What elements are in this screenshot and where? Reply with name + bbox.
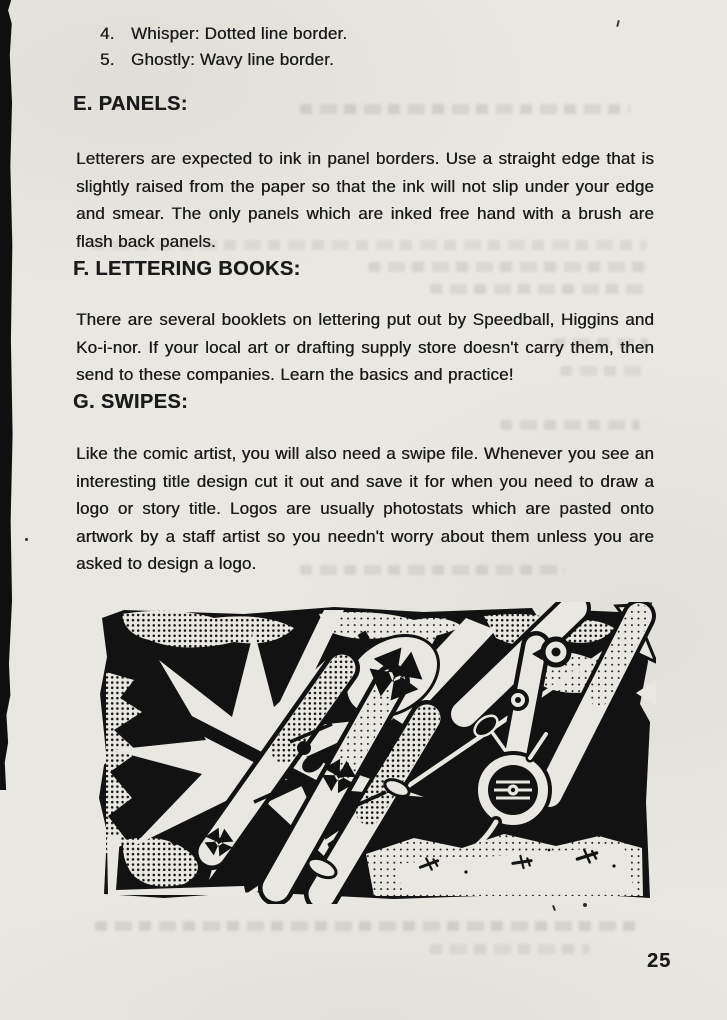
list-item-text: Ghostly: Wavy line border. <box>130 50 334 69</box>
scan-binding-edge <box>0 0 14 790</box>
bleed-through-ghost <box>430 944 590 954</box>
distant-planes <box>366 834 643 896</box>
border-style-list <box>100 21 347 73</box>
engine-cowl <box>476 753 550 827</box>
scan-speck <box>25 538 28 541</box>
bleed-through-ghost <box>95 921 643 931</box>
scan-speck <box>616 20 620 27</box>
pilot <box>297 741 311 755</box>
dogfight-illustration <box>94 602 656 904</box>
section-body-lettering-books: There are several booklets on lettering put out by Speedball, Higgins and Ko-i-nor. If your local art or drafting supply store doesn't carry them, then send to these companies. Learn the basics and practice! <box>76 310 654 384</box>
section-heading-lettering-books: F. LETTERING BOOKS: <box>73 258 301 280</box>
section-heading-swipes: G. SWIPES: <box>73 391 189 413</box>
page-number: 25 <box>647 950 672 972</box>
dogfight-illustration-svg <box>94 602 656 904</box>
section-body-panels: Letterers are expected to ink in panel borders. Use a straight edge that is slightly raised from the paper so that the ink will not slip under your edge and smear. The only panels which are inked free hand with a brush are flash back panels. <box>76 149 654 251</box>
roundel <box>543 639 569 665</box>
list-item <box>100 21 347 47</box>
bleed-through-ghost <box>368 262 648 272</box>
bleed-through-ghost <box>300 104 630 114</box>
section-heading-panels: E. PANELS: <box>73 93 188 115</box>
section-body-swipes: Like the comic artist, you will also need a swipe file. Whenever you see an interesting title design cut it out and save it for when you need to draw a logo or story title. Logos are usually photostats which are pasted onto artwork by a staff artist so you needn't worry about them unless you are asked to design a logo. <box>76 444 654 573</box>
list-item-number: 4. <box>100 24 115 43</box>
scan-speck <box>552 905 556 911</box>
list-item-number: 5. <box>100 50 115 69</box>
list-item-text: Whisper: Dotted line border. <box>130 24 348 43</box>
bleed-through-ghost <box>500 420 640 430</box>
list-item <box>100 47 347 73</box>
roundel <box>509 691 527 709</box>
bleed-through-ghost <box>430 284 645 294</box>
